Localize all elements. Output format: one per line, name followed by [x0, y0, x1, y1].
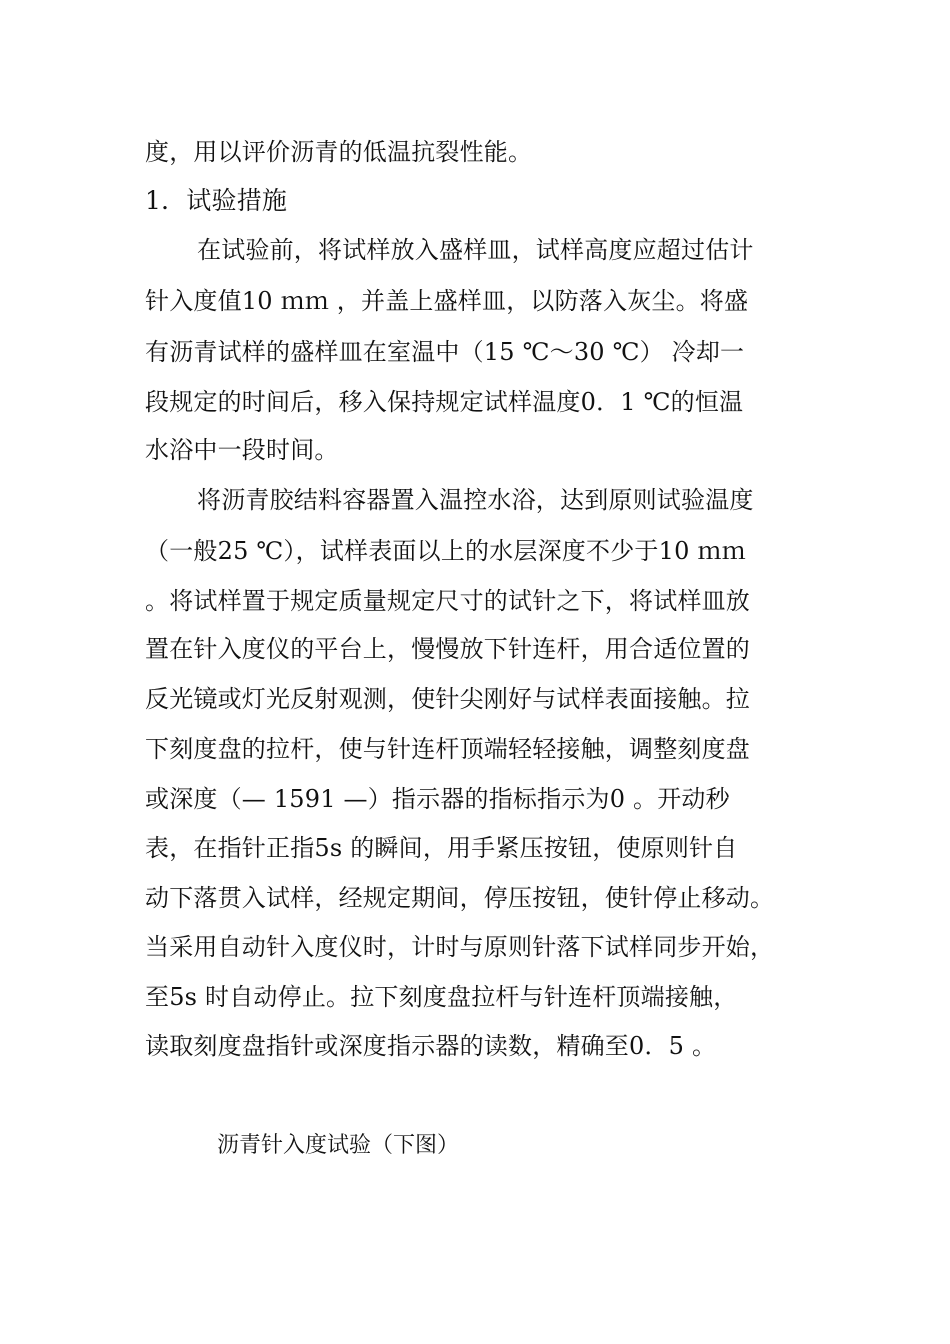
paragraph-line: 有沥青试样的盛样皿在室温中（15 ℃～30 ℃） 冷却一 [145, 338, 745, 366]
paragraph-line: 反光镜或灯光反射观测，使针尖刚好与试样表面接触。拉 [145, 685, 750, 713]
figure-caption: 沥青针入度试验（下图） [217, 1133, 460, 1158]
paragraph-line: 段规定的时间后，移入保持规定试样温度0．1 ℃的恒温 [145, 388, 744, 416]
paragraph-line: 或深度（— 1591 —）指示器的指标指示为0 。开动秒 [145, 785, 730, 813]
paragraph-line: 读取刻度盘指针或深度指示器的读数，精确至0．5 。 [145, 1032, 717, 1060]
paragraph-line: 当采用自动针入度仪时，计时与原则针落下试样同步开始， [145, 933, 775, 961]
paragraph-line: 动下落贯入试样，经规定期间，停压按钮，使针停止移动。 [145, 884, 775, 912]
paragraph-line: 置在针入度仪的平台上，慢慢放下针连杆，用合适位置的 [145, 635, 750, 663]
section-heading: 1．试验措施 [145, 186, 288, 215]
paragraph-line: 表，在指针正指5s 的瞬间，用手紧压按钮，使原则针自 [145, 834, 738, 862]
paragraph-line: 针入度值10 ｍｍ ，并盖上盛样皿，以防落入灰尘。将盛 [145, 287, 749, 315]
paragraph-line: 下刻度盘的拉杆，使与针连杆顶端轻轻接触，调整刻度盘 [145, 735, 750, 763]
paragraph-line: （一般25 ℃），试样表面以上的水层深度不少于10 ｍｍ [145, 537, 746, 565]
paragraph-line: 。将试样置于规定质量规定尺寸的试针之下，将试样皿放 [145, 587, 750, 615]
paragraph-line: 水浴中一段时间。 [145, 436, 339, 464]
paragraph-line: 度，用以评价沥青的低温抗裂性能。 [145, 138, 533, 166]
paragraph-line: 至5s 时自动停止。拉下刻度盘拉杆与针连杆顶端接触， [145, 983, 738, 1011]
paragraph-line: 将沥青胶结料容器置入温控水浴，达到原则试验温度 [197, 486, 754, 514]
paragraph-line: 在试验前，将试样放入盛样皿，试样高度应超过估计 [197, 236, 754, 264]
